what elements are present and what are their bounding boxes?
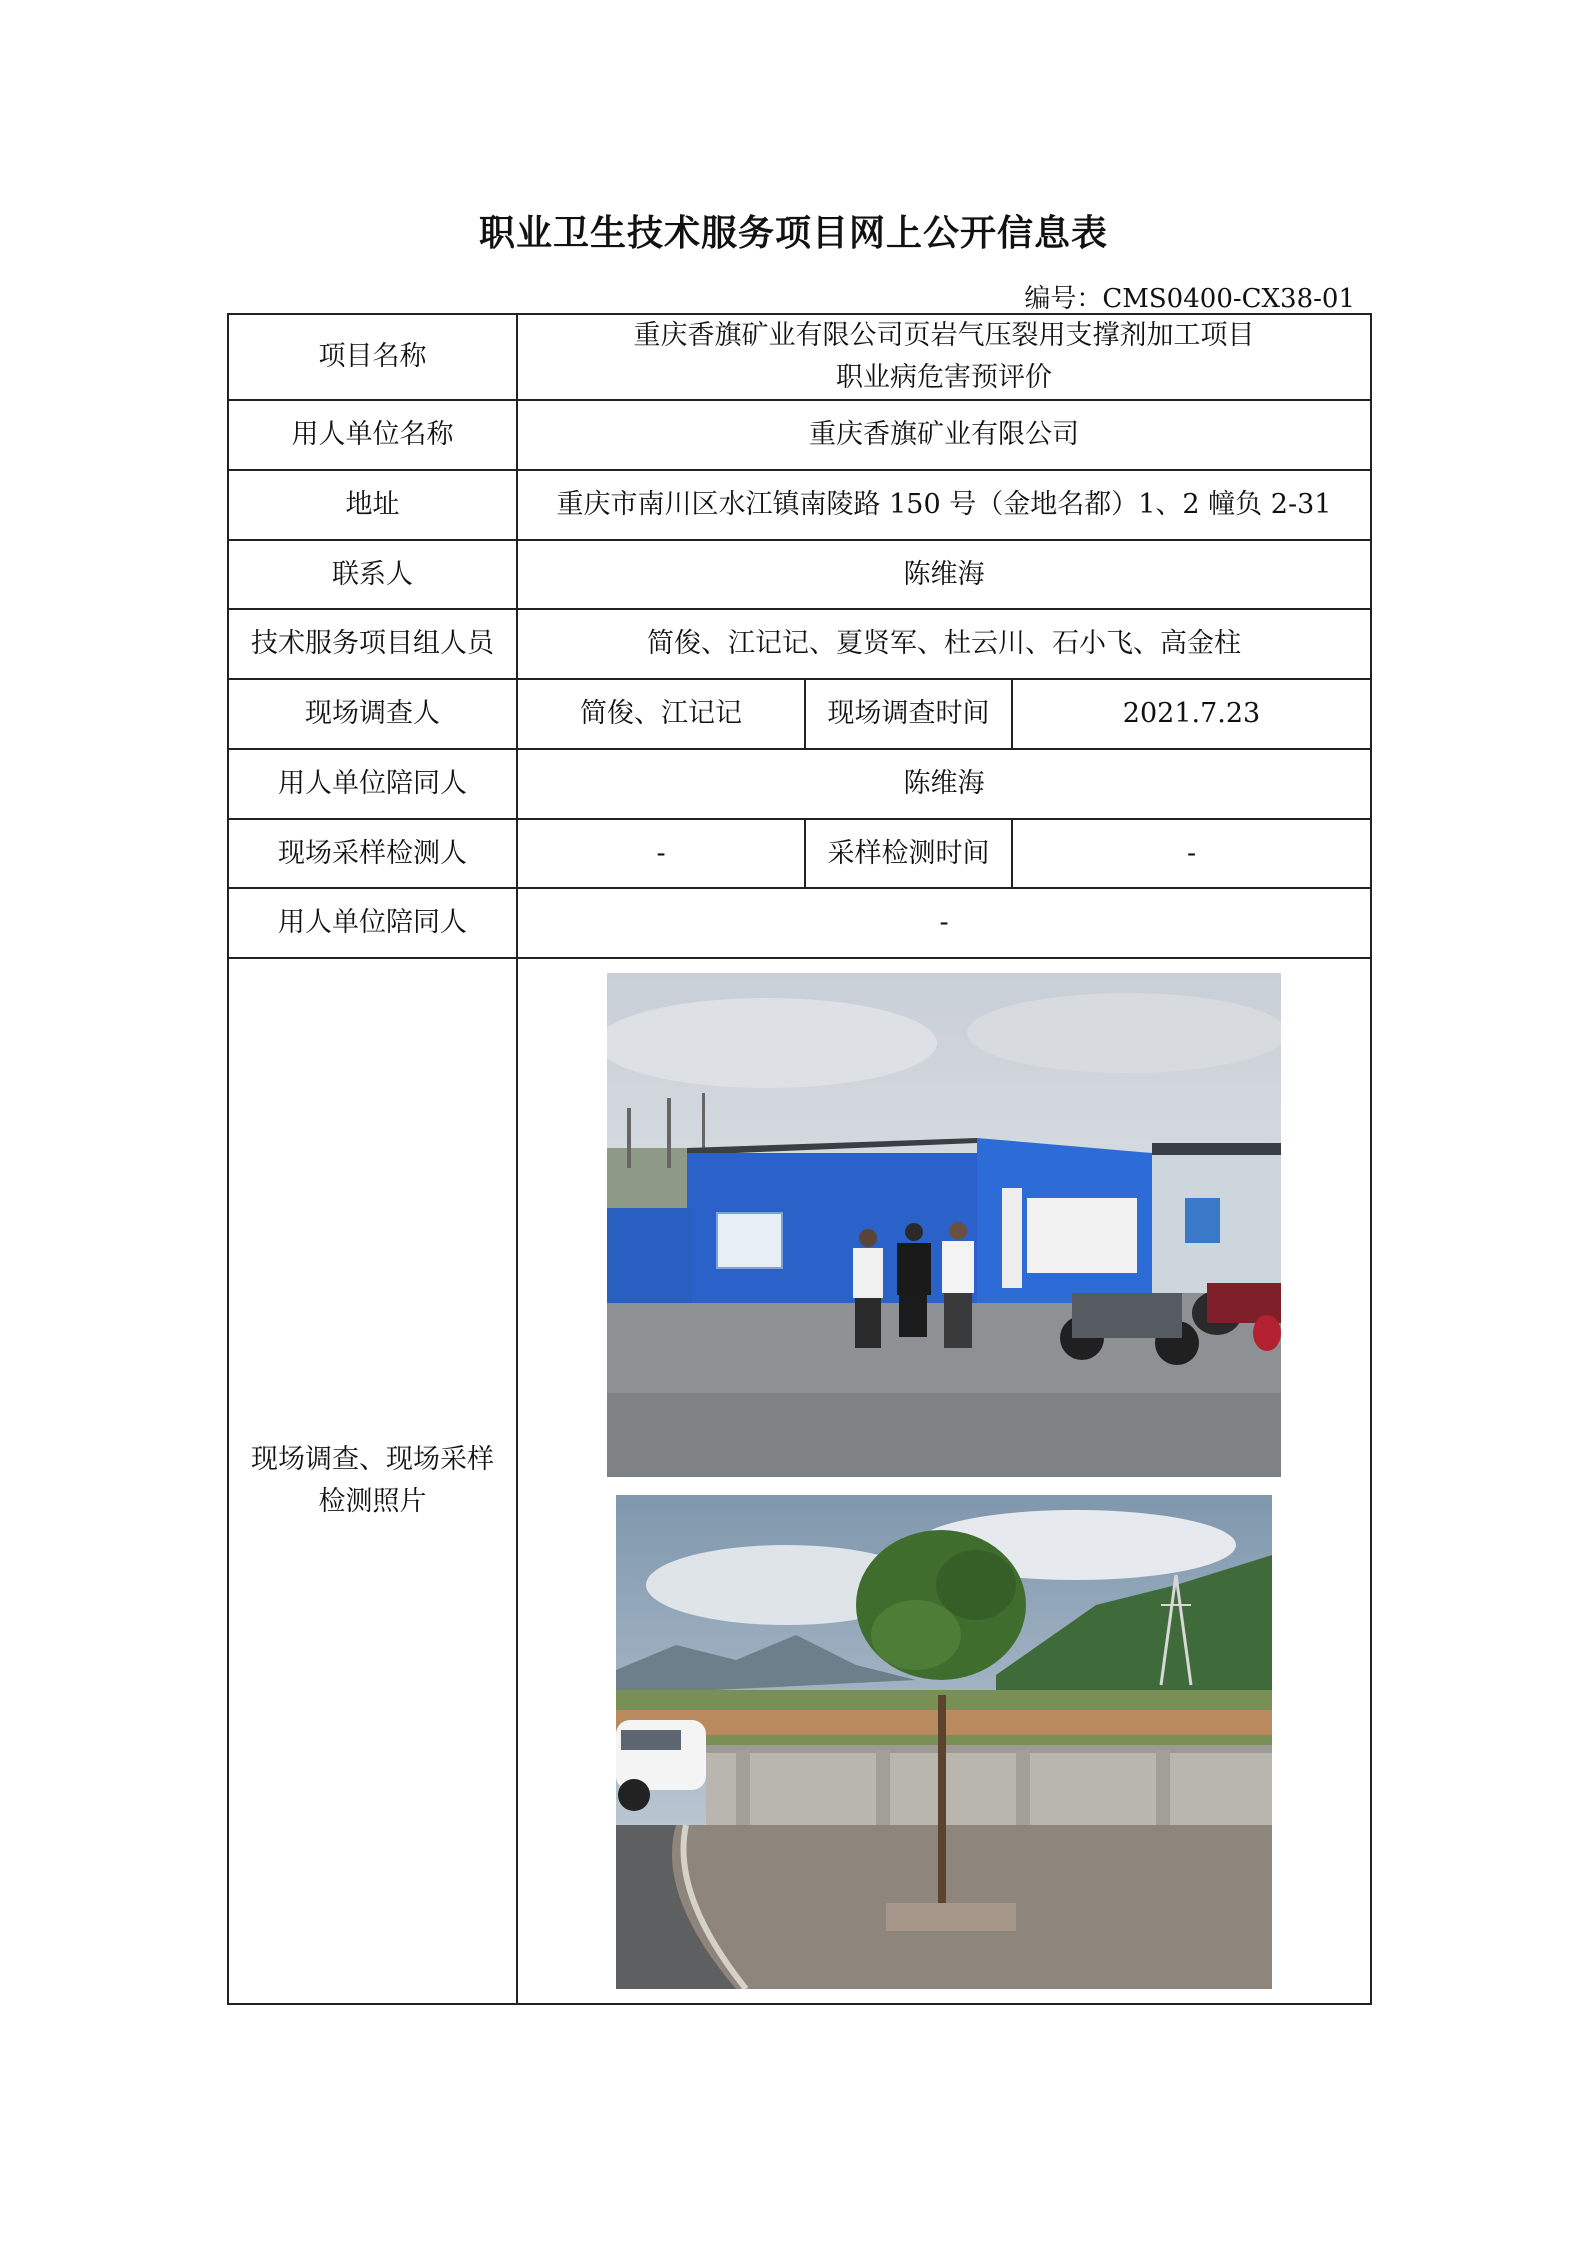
row-employer [228,400,1371,470]
photos-cell [517,958,1371,2004]
project-name-line2: 职业病危害预评价 [836,362,1052,393]
label-sampling-escort: 用人单位陪同人 [228,888,517,958]
label-survey-escort: 用人单位陪同人 [228,749,517,819]
row-project-name [228,314,1371,400]
label-project-name: 项目名称 [228,314,517,400]
label-contact: 联系人 [228,540,517,609]
label-survey: 现场调查人 [228,679,517,749]
value-team: 简俊、江记记、夏贤军、杜云川、石小飞、高金柱 [517,609,1371,679]
row-address [228,470,1371,540]
row-sampling-escort [228,888,1371,958]
row-survey [228,679,1371,749]
site-environment-photo [616,1495,1272,1989]
label-survey-time: 现场调查时间 [805,679,1012,749]
value-survey: 简俊、江记记 [517,679,805,749]
row-contact [228,540,1371,609]
value-sampling-escort: - [517,888,1371,958]
photos-label-line2: 检测照片 [318,1486,427,1517]
value-project-name [517,314,1371,400]
label-team: 技术服务项目组人员 [228,609,517,679]
label-photos [228,958,517,2004]
value-sampling-time: - [1012,819,1371,888]
label-employer: 用人单位名称 [228,400,517,470]
photos-label-line1: 现场调查、现场采样 [251,1444,494,1475]
row-survey-escort [228,749,1371,819]
row-photos [228,958,1371,2004]
document-number: 编号：CMS0400-CX38-01 [1024,284,1355,314]
row-team [228,609,1371,679]
label-sampling: 现场采样检测人 [228,819,517,888]
value-survey-escort: 陈维海 [517,749,1371,819]
page-title: 职业卫生技术服务项目网上公开信息表 [478,212,1108,254]
info-table [227,313,1372,2005]
project-name-line1: 重庆香旗矿业有限公司页岩气压裂用支撑剂加工项目 [633,320,1255,351]
value-address: 重庆市南川区水江镇南陵路 150 号（金地名都）1、2 幢负 2-31 [517,470,1371,540]
value-survey-time: 2021.7.23 [1012,679,1371,749]
value-sampling: - [517,819,805,888]
label-sampling-time: 采样检测时间 [805,819,1012,888]
label-address: 地址 [228,470,517,540]
value-contact: 陈维海 [517,540,1371,609]
row-sampling [228,819,1371,888]
site-survey-photo [607,973,1281,1477]
value-employer: 重庆香旗矿业有限公司 [517,400,1371,470]
